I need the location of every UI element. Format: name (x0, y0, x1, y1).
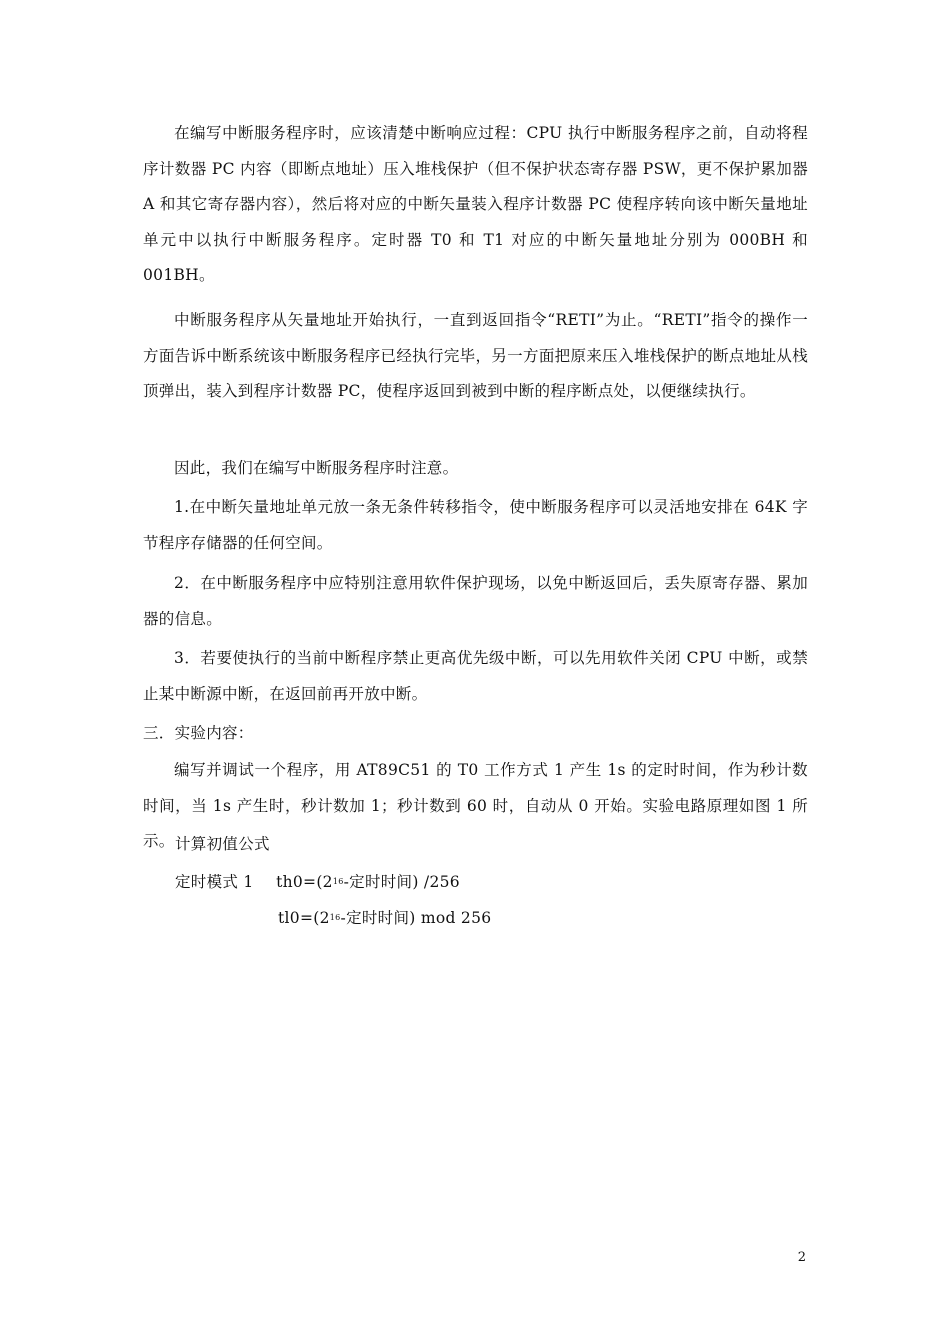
paragraph-therefore: 因此，我们在编写中断服务程序时注意。 (174, 459, 459, 477)
formula-mode-label: 定时模式 1 (175, 873, 254, 891)
formula-th0-prefix: th0=(2 (276, 873, 333, 891)
formula-th0 (175, 864, 460, 900)
formula-tl0-exponent: 16 (329, 913, 341, 922)
paragraph-reti: 中断服务程序从矢量地址开始执行，一直到返回指令“RETI”为止。“RETI”指令的操作一方面告诉中断系统该中断服务程序已经执行完毕，另一方面把原来压入堆栈保护的断点地址从栈顶弹出，装入到程序计数器 PC，使程序返回到被到中断的程序断点处，以便继续执行。 (143, 311, 808, 400)
paragraph-experiment: 编写并调试一个程序，用 AT89C51 的 T0 工作方式 1 产生 1s 的定时时间，作为秒计数时间，当 1s 产生时，秒计数加 1；秒计数到 60 时，自动从 0 开始。实验电路原理如图 1 所示。 (143, 761, 808, 850)
formula-th0-exponent: 16 (332, 877, 344, 886)
formula-tl0-prefix: tl0=(2 (278, 909, 330, 927)
paragraph-note-1: 1.在中断矢量地址单元放一条无条件转移指令，使中断服务程序可以灵活地安排在 64K 字节程序存储器的任何空间。 (143, 498, 808, 552)
paragraph-interrupt-response: 在编写中断服务程序时，应该清楚中断响应过程：CPU 执行中断服务程序之前，自动将程序计数器 PC 内容（即断点地址）压入堆栈保护（但不保护状态寄存器 PSW，更不保护累加器 A 和其它寄存器内容），然后将对应的中断矢量装入程序计数器 PC 使程序转向该中断矢量地址单元中以执行中断服务程序。定时器 T0 和 T1 对应的中断矢量地址分别为 000BH 和 001BH。 (143, 124, 808, 284)
formula-tl0-suffix: -定时时间) mod 256 (340, 909, 492, 927)
paragraph-note-3: 3．若要使执行的当前中断程序禁止更高优先级中断，可以先用软件关闭 CPU 中断，或禁止某中断源中断，在返回前再开放中断。 (143, 649, 808, 703)
paragraph-note-2: 2．在中断服务程序中应特别注意用软件保护现场，以免中断返回后，丢失原寄存器、累加器的信息。 (143, 574, 808, 628)
section-heading: 三．实验内容： (143, 724, 254, 742)
formula-th0-suffix: -定时时间) /256 (343, 873, 460, 891)
formula-heading: 计算初值公式 (175, 835, 270, 853)
formula-tl0 (278, 900, 491, 936)
page-number: 2 (797, 1250, 806, 1265)
